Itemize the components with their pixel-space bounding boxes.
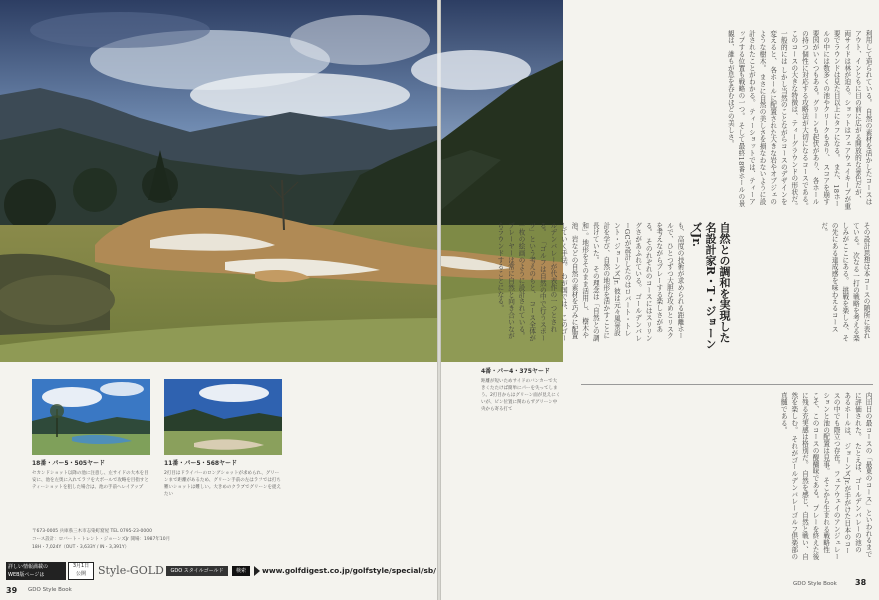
body-paragraph: も、高度の技術が求められる距離ホールで、ひとつずつ大胆な攻めとリスクを考えながらプレーする楽しさがある。 (644, 222, 684, 340)
body-paragraph: 挑戦を楽しみ、その先にある達成感を味わえるコースだ。 (819, 222, 849, 342)
body-paragraph: そこから生まれる戦略性こそ、このコースの醍醐味である。 (811, 392, 830, 554)
page-number-right: 38 (855, 578, 867, 587)
body-paragraph: このコースの大きな特徴は、ティーグラウンドの形状だ。一般的には (779, 30, 798, 210)
left-page (0, 0, 437, 600)
hole11-caption-title: 11番・パー5・568ヤード (164, 460, 238, 467)
body-paragraph: 内田日の最コースの「最東のコース」といわれるまでに評価された。 (853, 392, 872, 558)
page-number-left: 39 (6, 586, 18, 595)
book-label-left: GDO Style Book (28, 587, 72, 593)
hole18-caption-text: セカンドショット以降の池に注意し、左サイドの大木を目安に、池を左奥に入れてラフを大ボールで攻略を目指すとティーショットを狙した場合は、池の手前へレイアップ (32, 471, 149, 490)
date-badge (68, 562, 94, 580)
heading-line1: 自然との調和を実現した (718, 222, 731, 343)
body-paragraph: 自然の素材を活かしたコースはアウト、インともに目の前に広がる開放的な景色だが、 (853, 30, 872, 205)
body-paragraph: わが国では、このゴールデンバレーが代表作の一つとされる。 (538, 222, 568, 342)
heading-line2: 名設計家R・T・ジョーンズJr. (690, 222, 717, 350)
main-course-photo (0, 0, 437, 362)
body-paragraph: また、18ホールの中には数多くの池やクリークもあり、 (821, 30, 841, 208)
body-paragraph: そのれぞれのコースにはスリリングさがあふれている。 (633, 222, 653, 342)
body-paragraph: 彼は元々風景設計を学び、自然の地形を活かすことに長けていた。 (591, 222, 621, 340)
course-info-line: コース設計：ロバート・トレント・ジョーンズJr 開場：1987年10月 (32, 537, 171, 542)
web-badge-line1: 詳しい情報満載の (8, 564, 49, 570)
body-paragraph: ゴールデンバレーGCが設計したのはロバート・トレント・ジョーンズJr. (612, 222, 642, 342)
body-text-top (581, 30, 873, 210)
body-paragraph: 利用して造られている。 (864, 30, 872, 106)
body-paragraph: その理念は「自然との調和」。地形をそのまま活用し、 (580, 222, 600, 342)
body-paragraph: その設計思想は本コースの随所に表れている。 (851, 222, 870, 340)
book-label-right: GDO Style Book (793, 581, 837, 587)
body-paragraph: それがゴールデンバレーゴルフ倶楽部の真髄である。 (779, 392, 798, 561)
hole11-photo (164, 379, 282, 455)
right-page (441, 0, 879, 600)
body-paragraph: プレーヤーは常に自然と向き合いながらラウンドすることになる。 (495, 222, 515, 340)
body-text-bottom (495, 222, 685, 342)
search-button[interactable]: 検索 (232, 566, 250, 576)
body-paragraph: 自然を感じ、自然と戦い、自然を楽しむ。 (789, 392, 809, 561)
body-paragraph: 両サイドは林が迫る。ショットはフェアウェイキープが重要でラウンドは見た目以上にタフになる。 (832, 30, 851, 210)
hole11-caption-text: 2打目はドライバーのロングショットが求められ、グリーンまで距離があるため、グリーン手前の左はラフでは打ち難いショットは難しい。大きめのクラブでグリーンを捉えたい (164, 471, 281, 497)
body-paragraph: 各ホールに配置された大きな岩やオブジェのような樹木。 (758, 30, 777, 205)
body-paragraph: 樹木や池、岩などの自然の素材を巧みに配置していく手法。 (559, 222, 589, 340)
course-info-line: 〒673-0005 兵庫県三木市志染町窟屋 TEL 0795-23-0000 (32, 529, 152, 534)
website-link[interactable]: www.golfdigest.co.jp/golfstyle/special/sb/ (262, 566, 436, 575)
arrow-icon (254, 566, 260, 576)
web-badge (6, 562, 66, 580)
body-paragraph: プレーを終えた後に残る充実感は格別だ。 (800, 392, 820, 561)
hole4-caption-title: 4番・パー4・375ヤード (481, 368, 550, 375)
brand-logo: Style-GOLD (98, 564, 164, 577)
body-paragraph: スコアを崩す要因がいくつもある。グリーンも起伏があり、 (811, 30, 830, 205)
web-banner (6, 562, 436, 580)
body-paragraph: しかし当然のことながらコースのデザインを変えると、 (768, 30, 788, 205)
date-badge-line1: 3月1日 (72, 563, 90, 569)
body-paragraph: ティーショットでは、ティーアップする位置も戦略の一つ。 (736, 30, 756, 205)
body-paragraph: 「ゴルフは自然の中で行うスポーツ」という考えのもと、 (527, 222, 547, 342)
web-badge-line2: WEB版ページは (8, 572, 45, 578)
body-paragraph: そして最終18番ホールの景観は、誰もが息を呑むほどの美しさ。 (726, 30, 745, 207)
body-paragraph: 各ホールの持つ個性に対応する攻略法が大切になるコースである。 (800, 30, 820, 210)
body-paragraph: たとえば、ゴールデンバレーの池のあるホールは、 (842, 392, 862, 554)
hole4-caption-text: 距離が短いためサイドのバンカーで大きくたたけば簡単にパーを失ってしまう。2打目からはグリーン面が見えにくいが、ピン位置に関わらずグリーン中央から寄る打て (481, 379, 561, 412)
body-text-bottom-right (721, 222, 871, 342)
body-paragraph: まさに自然の美しさを損なわないように設計されたことがわかる。 (747, 30, 767, 205)
body-paragraph: 次なる一打の戦略を考える楽しみがここにある。 (840, 222, 860, 342)
body-paragraph: コース全体が一枚の絵画のように設計されている。 (517, 222, 536, 342)
body-text-lower (581, 392, 873, 560)
date-badge-line2: 公開 (75, 570, 86, 577)
course-info-line: 18H・7,024Y（OUT・3,633Y / IN・3,391Y） (32, 545, 130, 550)
gdo-label: GDO スタイルゴールド (166, 566, 228, 576)
section-divider (581, 384, 873, 385)
hole18-photo (32, 379, 150, 455)
hole18-caption-title: 18番・パー5・505ヤード (32, 460, 106, 467)
body-paragraph: ジョーンズJr.が手がけた日本のコースの中でも際立つ存在。 (832, 392, 851, 555)
body-paragraph: フェアウェイのアンジュレーションと池の配置は見事。 (821, 392, 841, 561)
